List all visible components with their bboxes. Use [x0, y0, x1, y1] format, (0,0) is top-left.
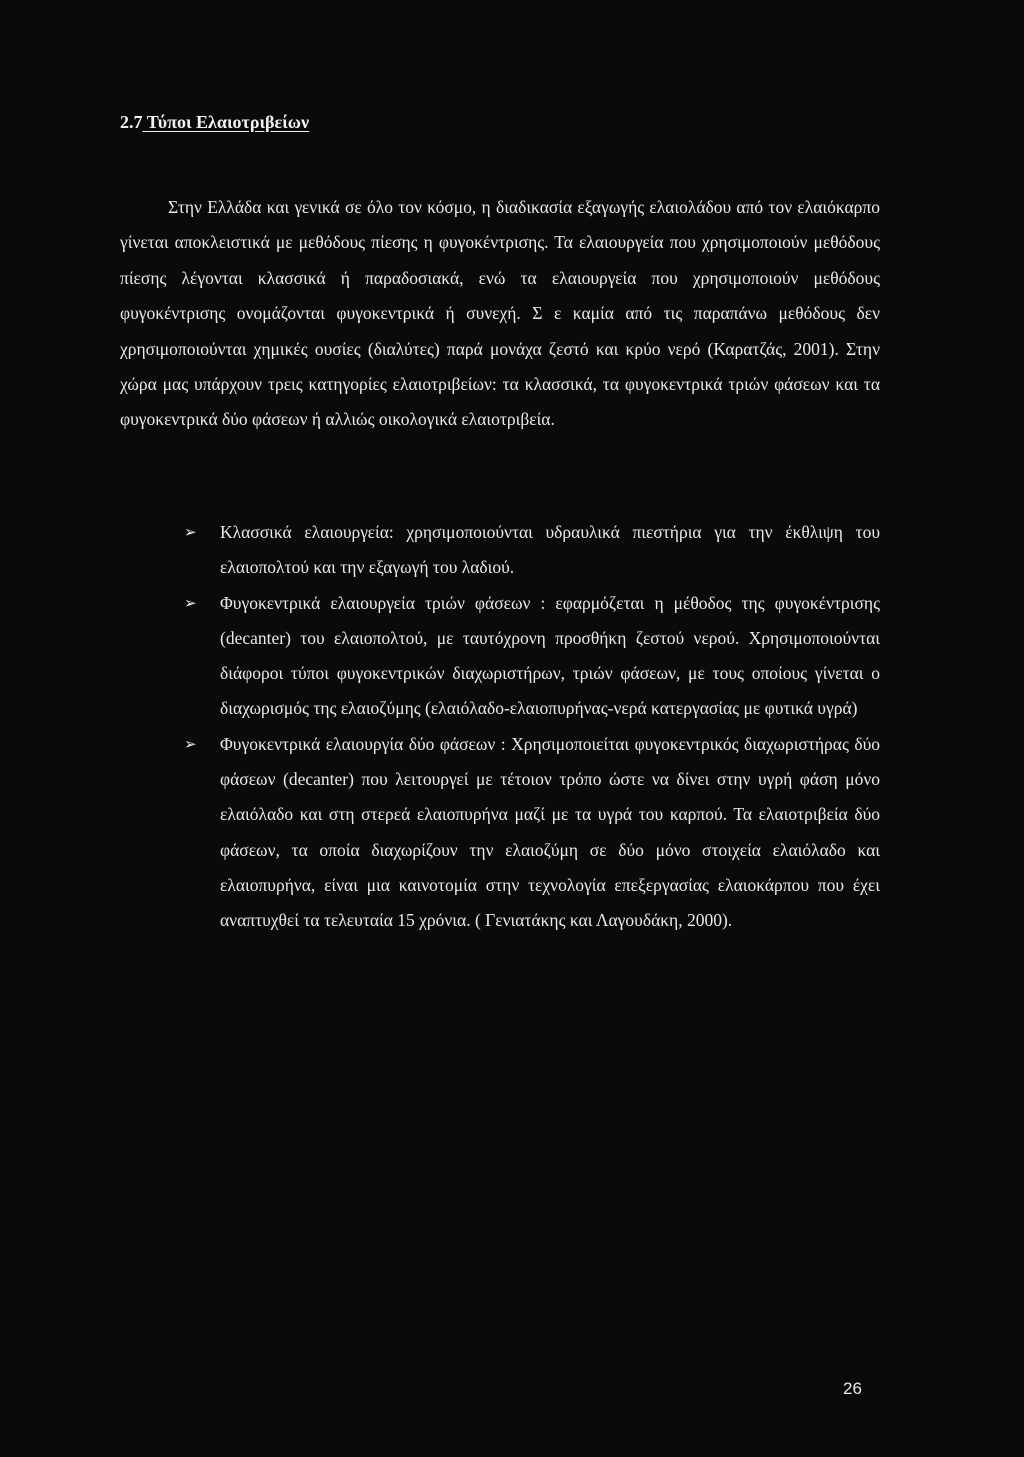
section-title-text: Τύποι Ελαιοτριβείων	[146, 112, 309, 132]
arrow-bullet-icon: ➢	[184, 734, 197, 753]
arrow-bullet-icon: ➢	[184, 593, 197, 612]
bullet-item-classic	[184, 515, 880, 586]
bullet-item-two-phase	[184, 727, 880, 939]
arrow-bullet-icon: ➢	[184, 523, 197, 541]
bullet-text: Κλασσικά ελαιουργεία: χρησιμοποιούνται υδραυλικά πιεστήρια για την έκθλιψη του ελαιοπολτού και την εξαγωγή του λαδιού.	[220, 522, 880, 578]
bullet-item-three-phase	[184, 586, 880, 727]
section-title	[143, 112, 310, 132]
intro-paragraph: Στην Ελλάδα και γενικά σε όλο τον κόσμο, η διαδικασία εξαγωγής ελαιολάδου από τον ελαιόκαρπο γίνεται αποκλειστικά με μεθόδους πίεσης η φυγοκέντρισης. Τα ελαιουργεία που χρησιμοποιούν μεθόδους πίεσης λέγονται κλασσικά ή παραδοσιακά, ενώ τα ελαιουργεία που χρησιμοποιούν μεθόδους φυγοκέντρισης ονομάζονται φυγοκεντρικά ή συνεχή. Σ ε καμία από τις παραπάνω μεθόδους δεν χρησιμοποιούνται χημικές ουσίες (διαλύτες) παρά μονάχα ζεστό και κρύο νερό (Καρατζάς, 2001). Στην χώρα μας υπάρχουν τρεις κατηγορίες ελαιοτριβείων: τα κλασσικά, τα φυγοκεντρικά τριών φάσεων και τα φυγοκεντρικά δύο φάσεων ή αλλιώς οικολογικά ελαιοτριβεία.	[120, 197, 880, 430]
section-heading	[120, 112, 309, 133]
page-number: 26	[843, 1379, 862, 1398]
bullet-text: Φυγοκεντρικά ελαιουργία δύο φάσεων : Χρησιμοποιείται φυγοκεντρικός διαχωριστήρας δύο φάσεων (decanter) που λειτουργεί με τέτοιον τρόπο ώστε να δίνει στην υγρή φάση μόνο ελαιόλαδο και στη στερεά ελαιοπυρήνα μαζί με τα υγρά του καρπού. Τα ελαιοτριβεία δύο φάσεων, τα οποία διαχωρίζουν την ελαιοζύμη σε δύο μόνο στοιχεία ελαιόλαδο και ελαιοπυρήνα, είναι μια καινοτομία στην τεχνολογία επεξεργασίας ελαιοκάρπου που έχει αναπτυχθεί τα τελευταία 15 χρόνια. ( Γενιατάκης και Λαγουδάκη, 2000).	[220, 733, 880, 931]
bullet-list	[184, 515, 880, 939]
section-number: 2.7	[120, 112, 143, 132]
bullet-text: Φυγοκεντρικά ελαιουργεία τριών φάσεων : εφαρμόζεται η μέθοδος της φυγοκέντρισης (decanter) του ελαιοπολτού, με ταυτόχρονη προσθήκη ζεστού νερού. Χρησιμοποιούνται διάφοροι τύποι φυγοκεντρικών διαχωριστήρων, τριών φάσεων, με τους οποίους γίνεται ο διαχωρισμός της ελαιοζύμης (ελαιόλαδο-ελαιοπυρήνας-νερά κατεργασίας με φυτικά υγρά)	[220, 592, 880, 719]
